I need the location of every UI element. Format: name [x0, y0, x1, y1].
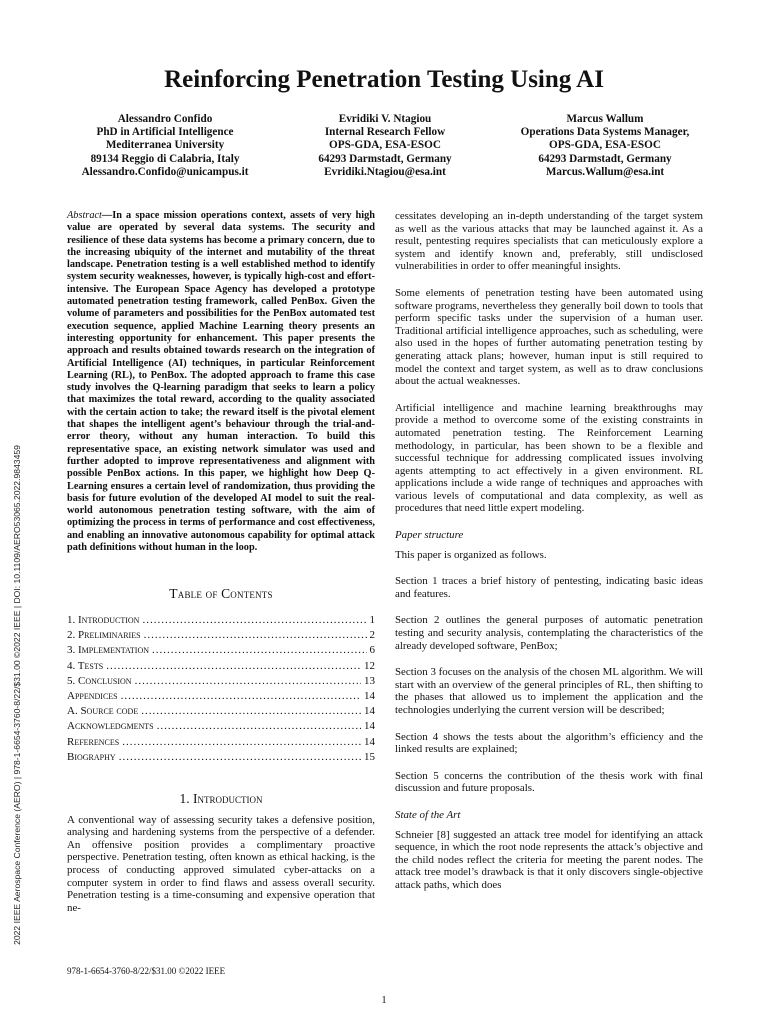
subheading-state-of-the-art: State of the Art: [395, 808, 461, 821]
author-name: Alessandro Confido: [117, 113, 213, 125]
toc-item-page: 12: [364, 659, 375, 672]
toc-leader: [142, 613, 366, 628]
author-address: 64293 Darmstadt, Germany: [318, 152, 452, 165]
toc-item[interactable]: [67, 704, 375, 719]
toc-item[interactable]: [67, 750, 375, 765]
toc-item[interactable]: [67, 735, 375, 750]
toc-item-page: 6: [369, 644, 375, 657]
table-of-contents: [67, 613, 375, 765]
author-1: [60, 113, 270, 179]
subheading-paper-structure: Paper structure: [395, 529, 464, 542]
author-email: Alessandro.Confido@unicampus.it: [81, 165, 249, 178]
toc-leader: [122, 735, 361, 750]
abstract: [67, 210, 375, 554]
toc-item-label: A. Source code: [67, 705, 139, 718]
author-name: Evridiki V. Ntagiou: [338, 113, 432, 125]
toc-item[interactable]: [67, 719, 375, 734]
body-paragraph: Some elements of penetration testing have been automated using software programs, nevertheless they generally boil down to tools that perform specific tasks under the supervision of a human user. Traditional artificial intelligence approaches, such as scheduling, were also used in the hopes of further automating penetration testing by generating attack plans; however, human input is still required to model the context and target system, as well as to draw conclusions about the actual weaknesses.: [395, 286, 703, 388]
author-address: 64293 Darmstadt, Germany: [538, 152, 672, 165]
author-3: [500, 113, 710, 179]
body-paragraph: Schneier [8] suggested an attack tree model for identifying an attack sequence, in which the root node represents the attack’s objective and the child nodes reflect the criteria for meeting the parent nodes. The attack tree model’s drawback is that it only discovers single-objective attack paths, which does: [395, 828, 703, 891]
toc-title: Table of Contents: [169, 586, 273, 602]
author-email: Marcus.Wallum@esa.int: [545, 165, 665, 178]
toc-leader: [141, 704, 361, 719]
author-affiliation: PhD in Artificial Intelligence: [96, 126, 234, 139]
toc-item-page: 15: [364, 750, 375, 763]
side-identifier-text: 2022 IEEE Aerospace Conference (AERO) | 978-1-6654-3760-8/22/$31.00 ©2022 IEEE | DOI: 10.1109/AERO53065.2022.9843459: [12, 445, 22, 945]
toc-item[interactable]: [67, 674, 375, 689]
toc-item[interactable]: [67, 689, 375, 704]
toc-leader: [144, 628, 367, 643]
intro-paragraph: A conventional way of assessing security takes a defensive position, analysing and hardening systems from the perspective of a defender. An offensive position provides a complimentary proactive perspective. Penetration testing, often known as ethical hacking, is the process of conducting approved simulated cyber-attacks on a computer system in order to find flaws and assess overall security. Penetration testing is a time-consuming and expensive operation that ne-: [67, 813, 375, 914]
body-paragraph: Section 1 traces a brief history of pentesting, indicating basic ideas and features.: [395, 575, 703, 600]
abstract-label: Abstract: [67, 210, 102, 221]
body-paragraph: Section 4 shows the tests about the algorithm’s efficiency and the linked results are explained;: [395, 730, 703, 756]
toc-leader: [121, 689, 361, 704]
toc-item-page: 1: [369, 613, 375, 626]
toc-item-page: 2: [369, 629, 375, 642]
body-paragraph: Section 5 concerns the contribution of the thesis work with final discussion and future proposals.: [395, 769, 703, 795]
author-affiliation: OPS-GDA, ESA-ESOC: [549, 139, 661, 152]
paper-title: Reinforcing Penetration Testing Using AI: [164, 66, 604, 93]
author-block: [60, 113, 710, 179]
toc-item-label: 2. Preliminaries: [67, 629, 141, 642]
toc-item-page: 14: [364, 720, 375, 733]
body-paragraph: Section 2 outlines the general purposes of automatic penetration testing and security analysis, contemplating the characteristics of the already developed software, PenBox;: [395, 614, 703, 652]
author-name: Marcus Wallum: [566, 113, 644, 125]
author-address: 89134 Reggio di Calabria, Italy: [90, 152, 240, 165]
toc-item[interactable]: [67, 659, 375, 674]
body-paragraph: This paper is organized as follows.: [395, 548, 547, 561]
toc-item[interactable]: [67, 628, 375, 643]
author-email: Evridiki.Ntagiou@esa.int: [324, 165, 446, 178]
left-column: [67, 210, 375, 928]
toc-item-page: 14: [364, 705, 375, 718]
page-number: 1: [381, 995, 387, 1006]
body-paragraph: cessitates developing an in-depth understanding of the target system as well as the various attacks that may be launched against it. As a result, pentesting requires specialists that can meticulously explore a system and identify known and, preferably, still undisclosed vulnerabilities in order to offer meaningful insights.: [395, 210, 703, 273]
toc-item[interactable]: [67, 643, 375, 658]
copyright-notice: 978-1-6654-3760-8/22/$31.00 ©2022 IEEE: [67, 966, 226, 976]
toc-leader: [135, 674, 361, 689]
toc-item-label: References: [67, 735, 120, 748]
toc-item-label: 3. Implementation: [67, 644, 150, 657]
toc-item-label: Biography: [67, 750, 116, 763]
author-2: [280, 113, 490, 179]
body-paragraph: Artificial intelligence and machine learning breakthroughs may provide a method to overcome some of the existing constraints in automated penetration testing. The Reinforcement Learning methodology, in particular, has been shown to be a flexible and successful technique for addressing complicated issues involving agents attempting to act effectively in a given environment. RL applications include a wide range of techniques and approaches with various levels of computational and data complexity, as well as procedures that need little expert modeling.: [395, 401, 703, 515]
toc-item-page: 14: [364, 689, 375, 702]
section-heading-introduction: 1. Introduction: [179, 790, 263, 806]
body-paragraph: Section 3 focuses on the analysis of the chosen ML algorithm. We will start with an overview of the general principles of RL, then shifting to the phases that allowed us to implement the application and the technologies underlying the current version will be described;: [395, 666, 703, 716]
abstract-text: —In a space mission operations context, assets of very high value are operated by several data systems. The security and resilience of these data systems has become a primary concern, due to the increasing ubiquity of the internet and mutability of the threat landscape. Penetration testing is a well established method to identify system security weaknesses, however, is typically high-cost and effort-intensive. The European Space Agency has developed a prototype automated penetration testing framework, called PenBox. Given the volume of parameters and possibilities for the PenBox automated test execution sequence, applied Machine Learning theory presents an interesting opportunity for enhancement. This paper presents the approach and results obtained towards research on the integration of Artificial Intelligence (AI) techniques, in particular Reinforcement Learning (RL), to PenBox. The adopted approach to frame this case study involves the Q-learning paradigm that seeks to learn a policy that maximizes the total reward, according to the quality associated with the certain action to take; the reward itself is the pivotal element that shapes the intelligent agent’s behaviour through the trial-and-error theory, without any human interaction. To build this representative space, an existing network simulator was used and further adopted to improve representativeness and alignment with possible PenBox actions. In this paper, we highlight how Deep Q-Learning ensures a certain level of randomization, thus providing the basis for future evolution of the developed AI model to suit the real-world autonomous penetration testing software, with the aim of optimizing the process in terms of performance and cost effectiveness, and enabling an innovative autonomous capability for optimal attack path definitions without human in the loop.: [67, 210, 375, 554]
toc-item-label: Appendices: [67, 689, 118, 702]
right-column: [395, 210, 703, 906]
author-affiliation: OPS-GDA, ESA-ESOC: [329, 139, 441, 152]
toc-item-label: Acknowledgments: [67, 720, 154, 733]
side-identifier: [2, 405, 32, 985]
toc-item-label: 4. Tests: [67, 659, 104, 672]
toc-item-label: 1. Introduction: [67, 613, 140, 626]
toc-item-page: 14: [364, 735, 375, 748]
toc-item-page: 13: [364, 674, 375, 687]
toc-item[interactable]: [67, 613, 375, 628]
author-affiliation: Internal Research Fellow: [324, 126, 446, 139]
toc-leader: [157, 719, 361, 734]
toc-leader: [119, 750, 361, 765]
author-affiliation: Mediterranea University: [105, 139, 225, 152]
toc-leader: [152, 643, 366, 658]
author-affiliation: Operations Data Systems Manager,: [520, 126, 690, 139]
toc-item-label: 5. Conclusion: [67, 674, 132, 687]
toc-leader: [106, 659, 361, 674]
